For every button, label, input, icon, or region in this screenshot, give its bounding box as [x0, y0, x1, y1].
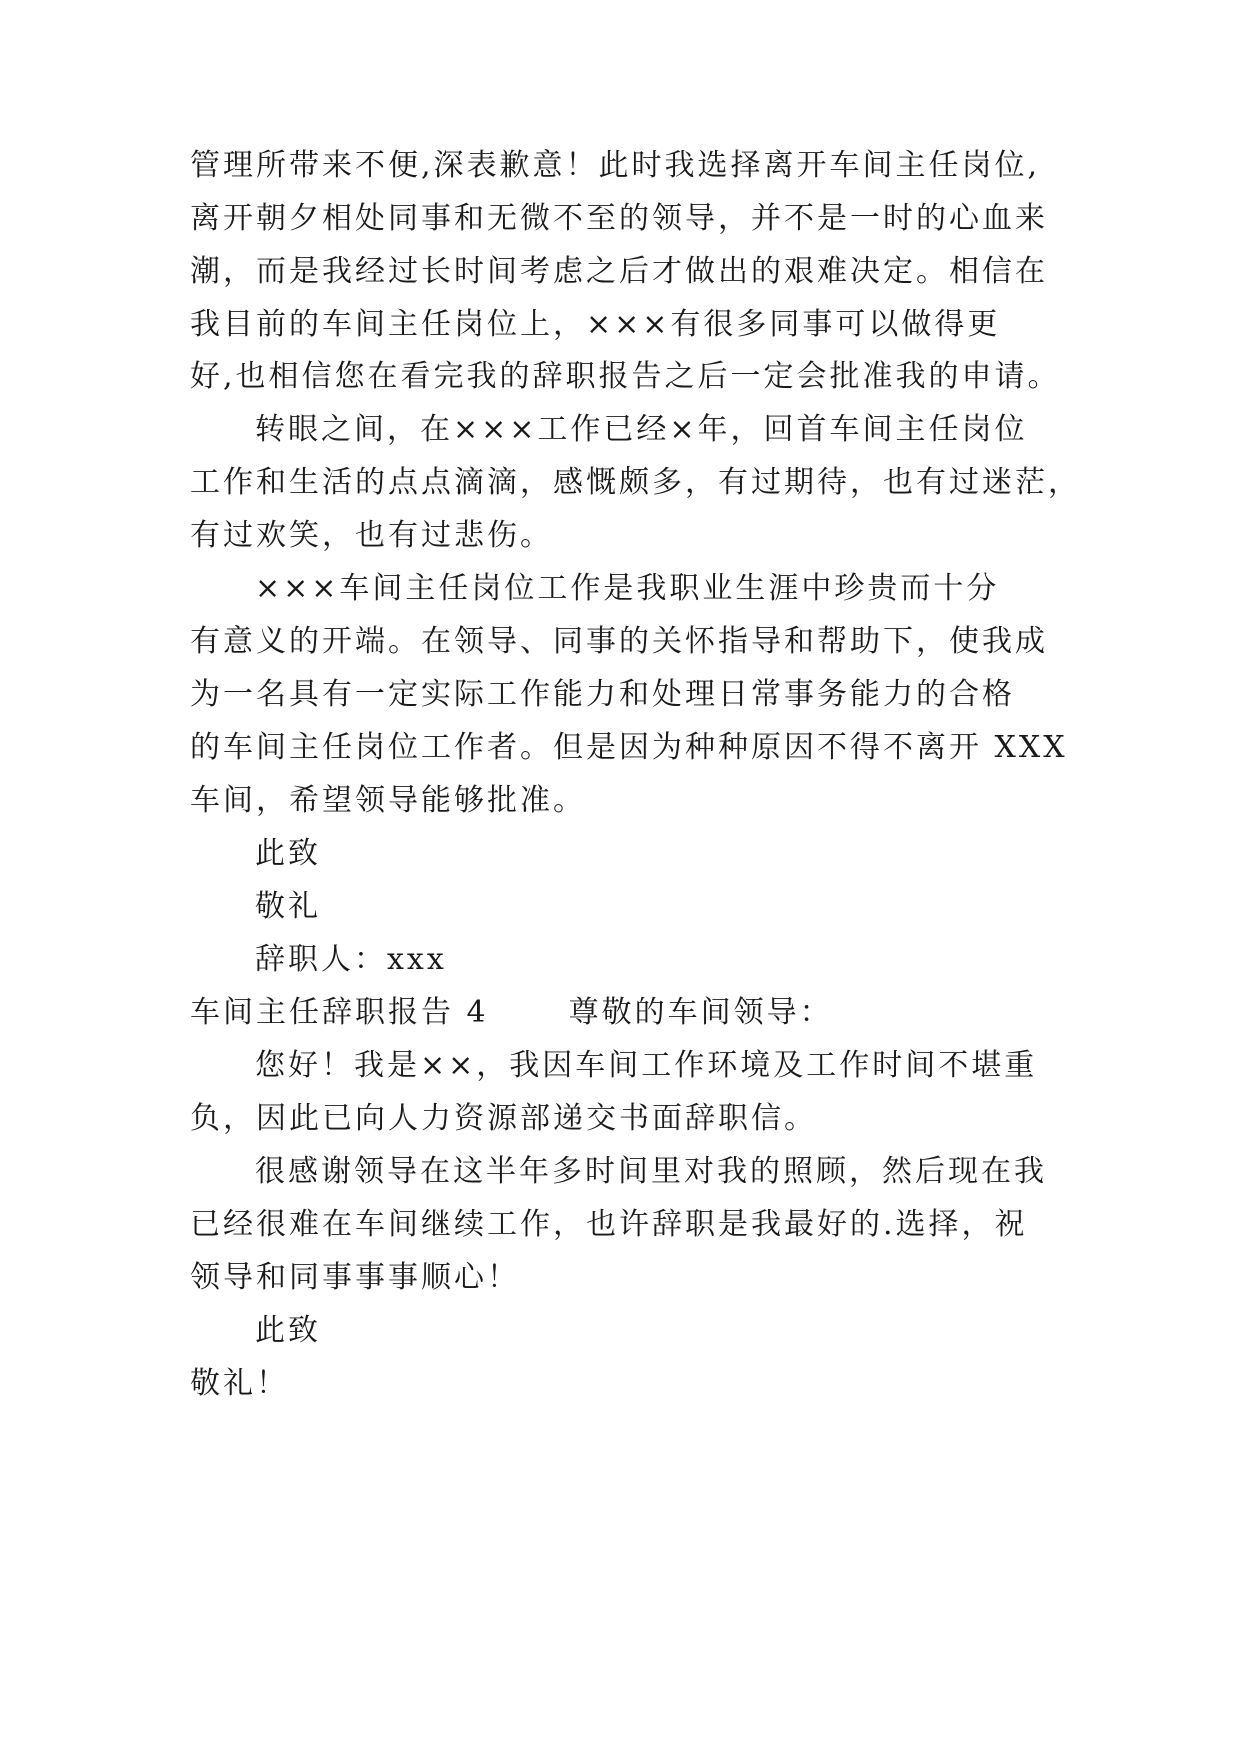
closing-cizhi: 此致 — [255, 836, 321, 871]
closing-jingli: 敬礼！ — [190, 1366, 289, 1401]
text-line: 有过欢笑，也有过悲伤。 — [190, 518, 553, 553]
text-line: 潮，而是我经过长时间考虑之后才做出的艰难决定。相信在 — [190, 254, 1048, 289]
signer-line: 辞职人：xxx — [255, 942, 447, 977]
text-line: 工作和生活的点点滴滴，感慨颇多，有过期待，也有过迷茫， — [190, 465, 1081, 500]
text-line: 为一名具有一定实际工作能力和处理日常事务能力的合格 — [190, 677, 1015, 712]
text-line: 离开朝夕相处同事和无微不至的领导，并不是一时的心血来 — [190, 201, 1048, 236]
report-title: 车间主任辞职报告 4 — [190, 995, 489, 1030]
text-line: 负，因此已向人力资源部递交书面辞职信。 — [190, 1101, 817, 1136]
text-line: 已经很难在车间继续工作，也许辞职是我最好的.选择，祝 — [190, 1207, 1028, 1242]
text-line: 转眼之间，在×××工作已经×年，回首车间主任岗位 — [255, 412, 1028, 447]
salutation: 尊敬的车间领导： — [568, 995, 833, 1030]
text-line: 的车间主任岗位工作者。但是因为种种原因不得不离开 XXX — [190, 730, 1068, 765]
text-line: 我目前的车间主任岗位上，×××有很多同事可以做得更 — [190, 307, 1001, 342]
text-line: 您好！我是××，我因车间工作环境及工作时间不堪重 — [255, 1048, 1038, 1083]
text-line: 好,也相信您在看完我的辞职报告之后一定会批准我的申请。 — [190, 359, 1061, 394]
text-line: 领导和同事事事顺心！ — [190, 1260, 520, 1295]
text-line: 车间，希望领导能够批准。 — [190, 783, 586, 818]
text-line: 有意义的开端。在领导、同事的关怀指导和帮助下，使我成 — [190, 624, 1048, 659]
text-line: 很感谢领导在这半年多时间里对我的照顾，然后现在我 — [255, 1154, 1047, 1189]
closing-jingli: 敬礼 — [255, 889, 321, 924]
closing-cizhi: 此致 — [255, 1313, 321, 1348]
text-line: ×××车间主任岗位工作是我职业生涯中珍贵而十分 — [255, 571, 1000, 606]
text-line: 管理所带来不便,深表歉意！此时我选择离开车间主任岗位, — [190, 148, 1041, 183]
report-heading-line — [190, 993, 1090, 1033]
